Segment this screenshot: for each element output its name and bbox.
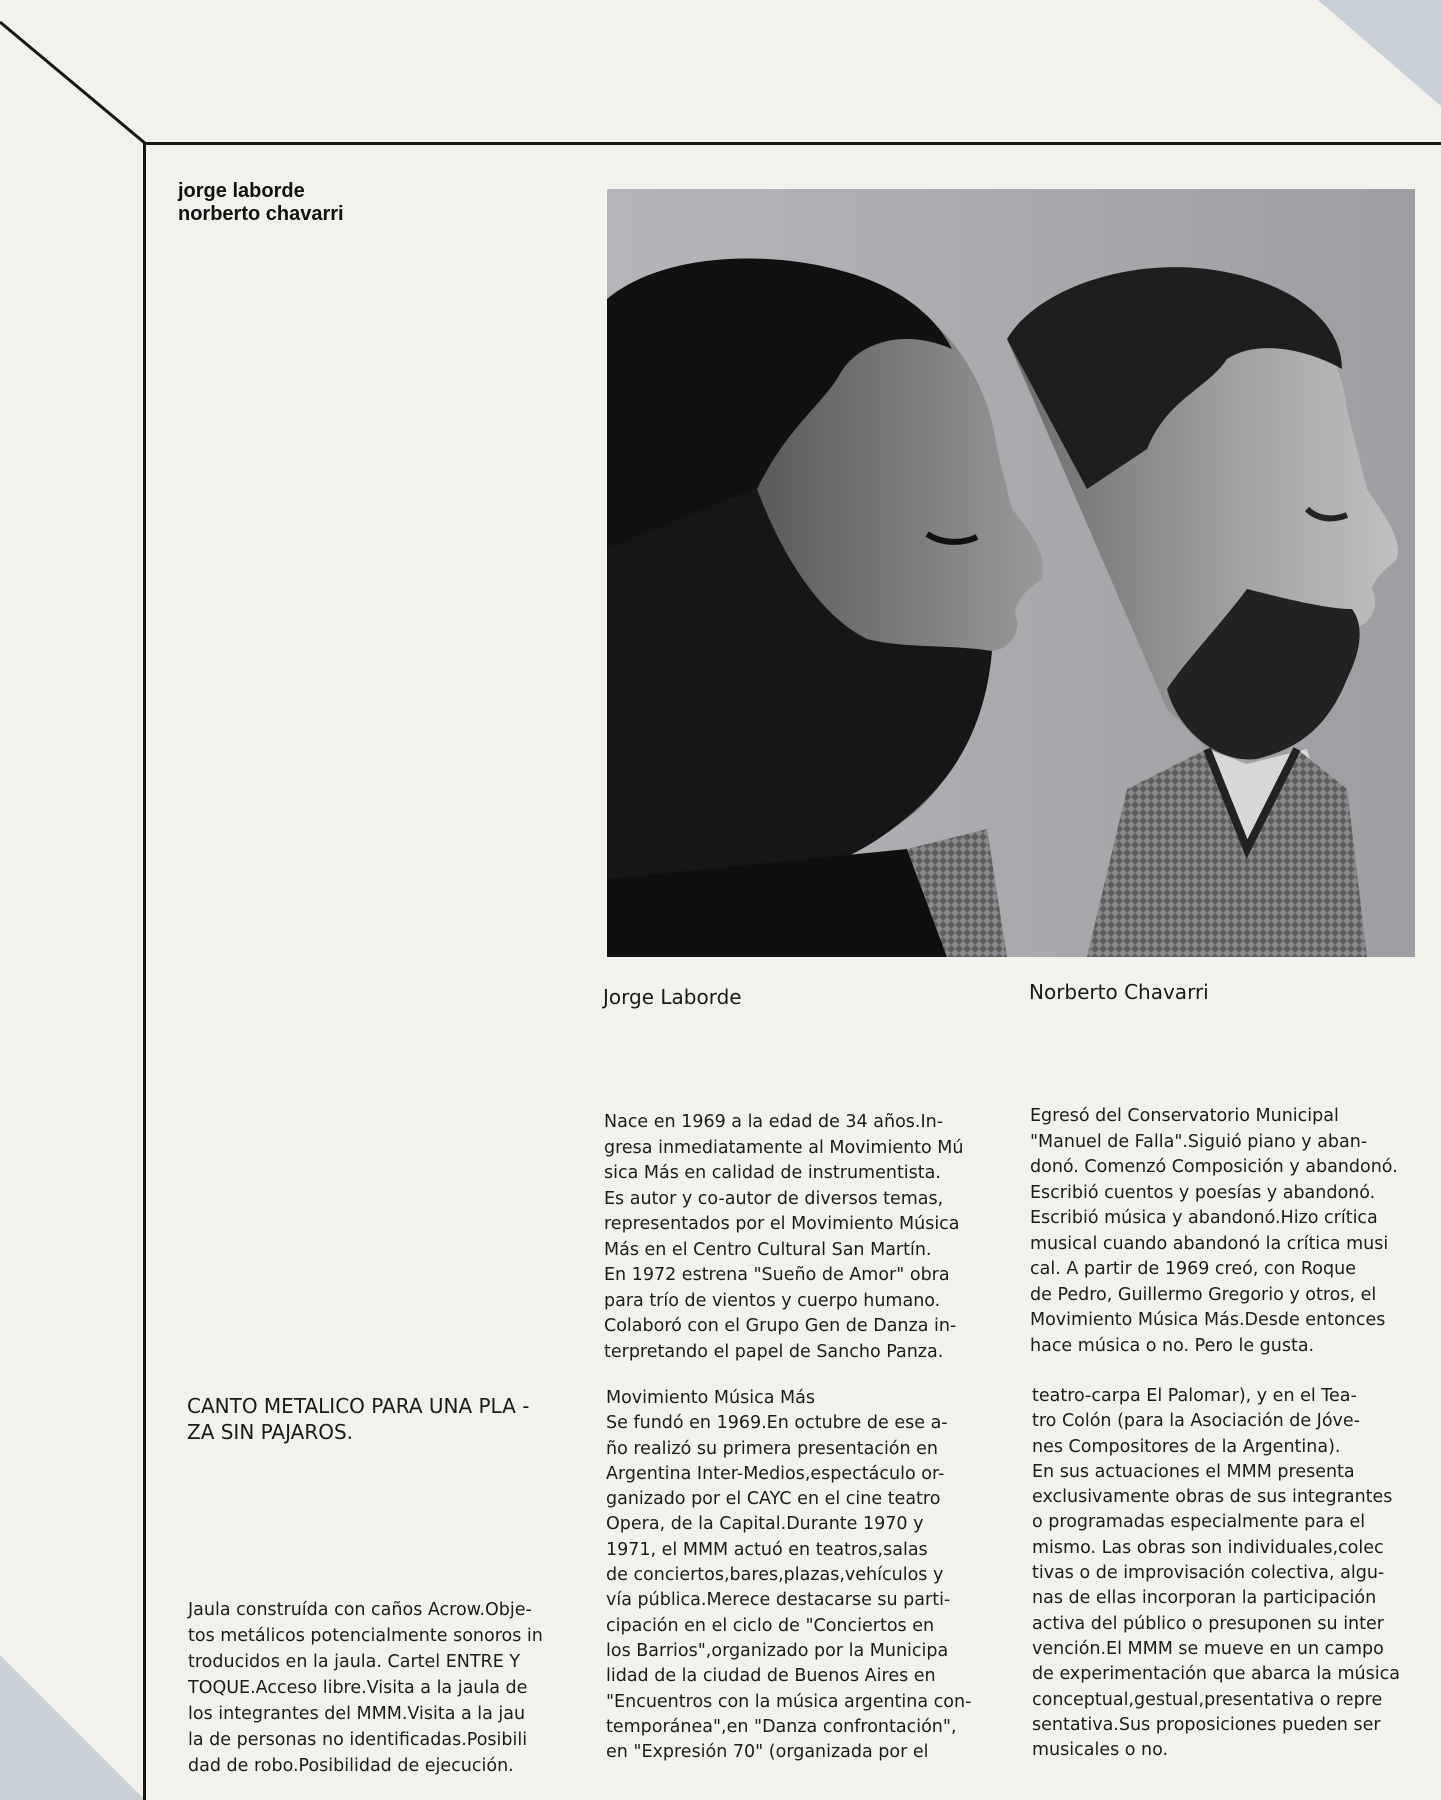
text-line: En 1972 estrena "Sueño de Amor" obra: [604, 1265, 950, 1285]
text-line: Movimiento Música Más.Desde entonces: [1030, 1310, 1386, 1330]
text-line: donó. Comenzó Composición y abandonó.: [1030, 1157, 1398, 1177]
authors-heading: [178, 180, 344, 226]
author-name: norberto chavarri: [178, 203, 344, 225]
text-line: Colaboró con el Grupo Gen de Danza in-: [604, 1316, 957, 1336]
text-line: cal. A partir de 1969 creó, con Roque: [1030, 1259, 1356, 1279]
text-line: tivas o de improvisación colectiva, algu-: [1032, 1563, 1385, 1584]
text-line: Nace en 1969 a la edad de 34 años.In-: [604, 1112, 944, 1132]
text-line: Es autor y co-autor de diversos temas,: [604, 1188, 944, 1209]
text-line: Escribió cuentos y poesías y abandonó.: [1030, 1182, 1376, 1203]
text-line: 1971, el MMM actuó en teatros,salas: [606, 1539, 928, 1560]
text-line: gresa inmediatamente al Movimiento Mú: [604, 1137, 964, 1158]
top-frame-line: [144, 142, 1441, 145]
text-line: terpretando el papel de Sancho Panza.: [604, 1341, 944, 1362]
text-line: activa del público o presuponen su inter: [1032, 1613, 1384, 1634]
caption-laborde: Jorge Laborde: [603, 985, 742, 1009]
text-line: vía pública.Merece destacarse su parti-: [606, 1590, 951, 1611]
text-line: de conciertos,bares,plazas,vehículos y: [606, 1565, 944, 1586]
text-line: nas de ellas incorporan la participación: [1032, 1588, 1377, 1609]
text-line: "Encuentros con la música argentina con-: [606, 1691, 972, 1712]
text-line: troducidos en la jaula. Cartel ENTRE Y: [188, 1652, 521, 1672]
text-line: nes Compositores de la Argentina).: [1032, 1436, 1341, 1457]
text-line: cipación en el ciclo de "Conciertos en: [606, 1615, 935, 1636]
text-line: sentativa.Sus proposiciones pueden ser: [1032, 1714, 1381, 1735]
bio-chavarri: [1030, 1104, 1398, 1359]
text-line: En sus actuaciones el MMM presenta: [1032, 1461, 1355, 1482]
text-line: musical cuando abandonó la crítica musi: [1030, 1233, 1389, 1254]
text-line: Argentina Inter-Medios,espectáculo or-: [606, 1463, 945, 1484]
text-line: lidad de la ciudad de Buenos Aires en: [606, 1666, 936, 1687]
text-line: mismo. Las obras son individuales,colec: [1032, 1537, 1384, 1558]
text-line: los integrantes del MMM.Visita a la jau: [188, 1704, 526, 1724]
text-line: ganizado por el CAYC en el cine teatro: [606, 1489, 941, 1510]
text-line: Egresó del Conservatorio Municipal: [1030, 1106, 1339, 1126]
text-line: Más en el Centro Cultural San Martín.: [604, 1239, 932, 1260]
left-frame-line: [143, 142, 146, 1800]
text-line: la de personas no identificadas.Posibili: [188, 1730, 528, 1750]
mmm-history-col1: [606, 1386, 971, 1765]
text-line: Jaula construída con caños Acrow.Obje-: [188, 1600, 532, 1620]
text-line: ño realizó su primera presentación en: [606, 1438, 939, 1459]
text-line: temporánea",en "Danza confrontación",: [606, 1716, 957, 1737]
text-line: dad de robo.Posibilidad de ejecución.: [188, 1756, 514, 1776]
work-title: [187, 1393, 529, 1445]
author-name: jorge laborde: [178, 180, 305, 202]
text-line: sica Más en calidad de instrumentista.: [604, 1163, 941, 1183]
text-line: Opera, de la Capital.Durante 1970 y: [606, 1514, 924, 1535]
title-line: ZA SIN PAJAROS.: [187, 1420, 354, 1444]
text-line: de Pedro, Guillermo Gregorio y otros, el: [1030, 1284, 1377, 1305]
text-line: exclusivamente obras de sus integrantes: [1032, 1487, 1393, 1508]
text-line: conceptual,gestual,presentativa o repre: [1032, 1689, 1383, 1710]
bio-laborde: [604, 1110, 964, 1365]
text-line: Se fundó en 1969.En octubre de ese a-: [606, 1413, 948, 1434]
text-line: hace música o no. Pero le gusta.: [1030, 1335, 1315, 1356]
text-line: "Manuel de Falla".Siguió piano y aban-: [1030, 1131, 1368, 1152]
text-line: tro Colón (para la Asociación de Jóve-: [1032, 1411, 1360, 1432]
text-line: de experimentación que abarca la música: [1032, 1664, 1400, 1685]
text-line: los Barrios",organizado por la Municipa: [606, 1640, 949, 1661]
text-line: para trío de vientos y cuerpo humano.: [604, 1290, 941, 1311]
portrait-photo: [607, 189, 1415, 957]
text-line: TOQUE.Acceso libre.Visita a la jaula de: [188, 1678, 528, 1698]
work-description: [188, 1597, 543, 1779]
text-line: tos metálicos potencialmente sonoros in: [188, 1626, 543, 1646]
text-line: teatro-carpa El Palomar), y en el Tea-: [1032, 1386, 1357, 1406]
text-line: Escribió música y abandonó.Hizo crítica: [1030, 1208, 1378, 1228]
text-line: musicales o no.: [1032, 1740, 1169, 1761]
mmm-history-col2: [1032, 1384, 1400, 1763]
caption-chavarri: Norberto Chavarri: [1029, 980, 1209, 1004]
text-line: en "Expresión 70" (organizada por el: [606, 1742, 929, 1763]
text-line: o programadas especialmente para el: [1032, 1512, 1366, 1533]
text-line: vención.El MMM se mueve en un campo: [1032, 1638, 1384, 1659]
title-line: CANTO METALICO PARA UNA PLA -: [187, 1394, 530, 1418]
text-line: Movimiento Música Más: [606, 1388, 815, 1408]
text-line: representados por el Movimiento Música: [604, 1214, 960, 1234]
two-bearded-men-profile-icon: [607, 189, 1415, 957]
